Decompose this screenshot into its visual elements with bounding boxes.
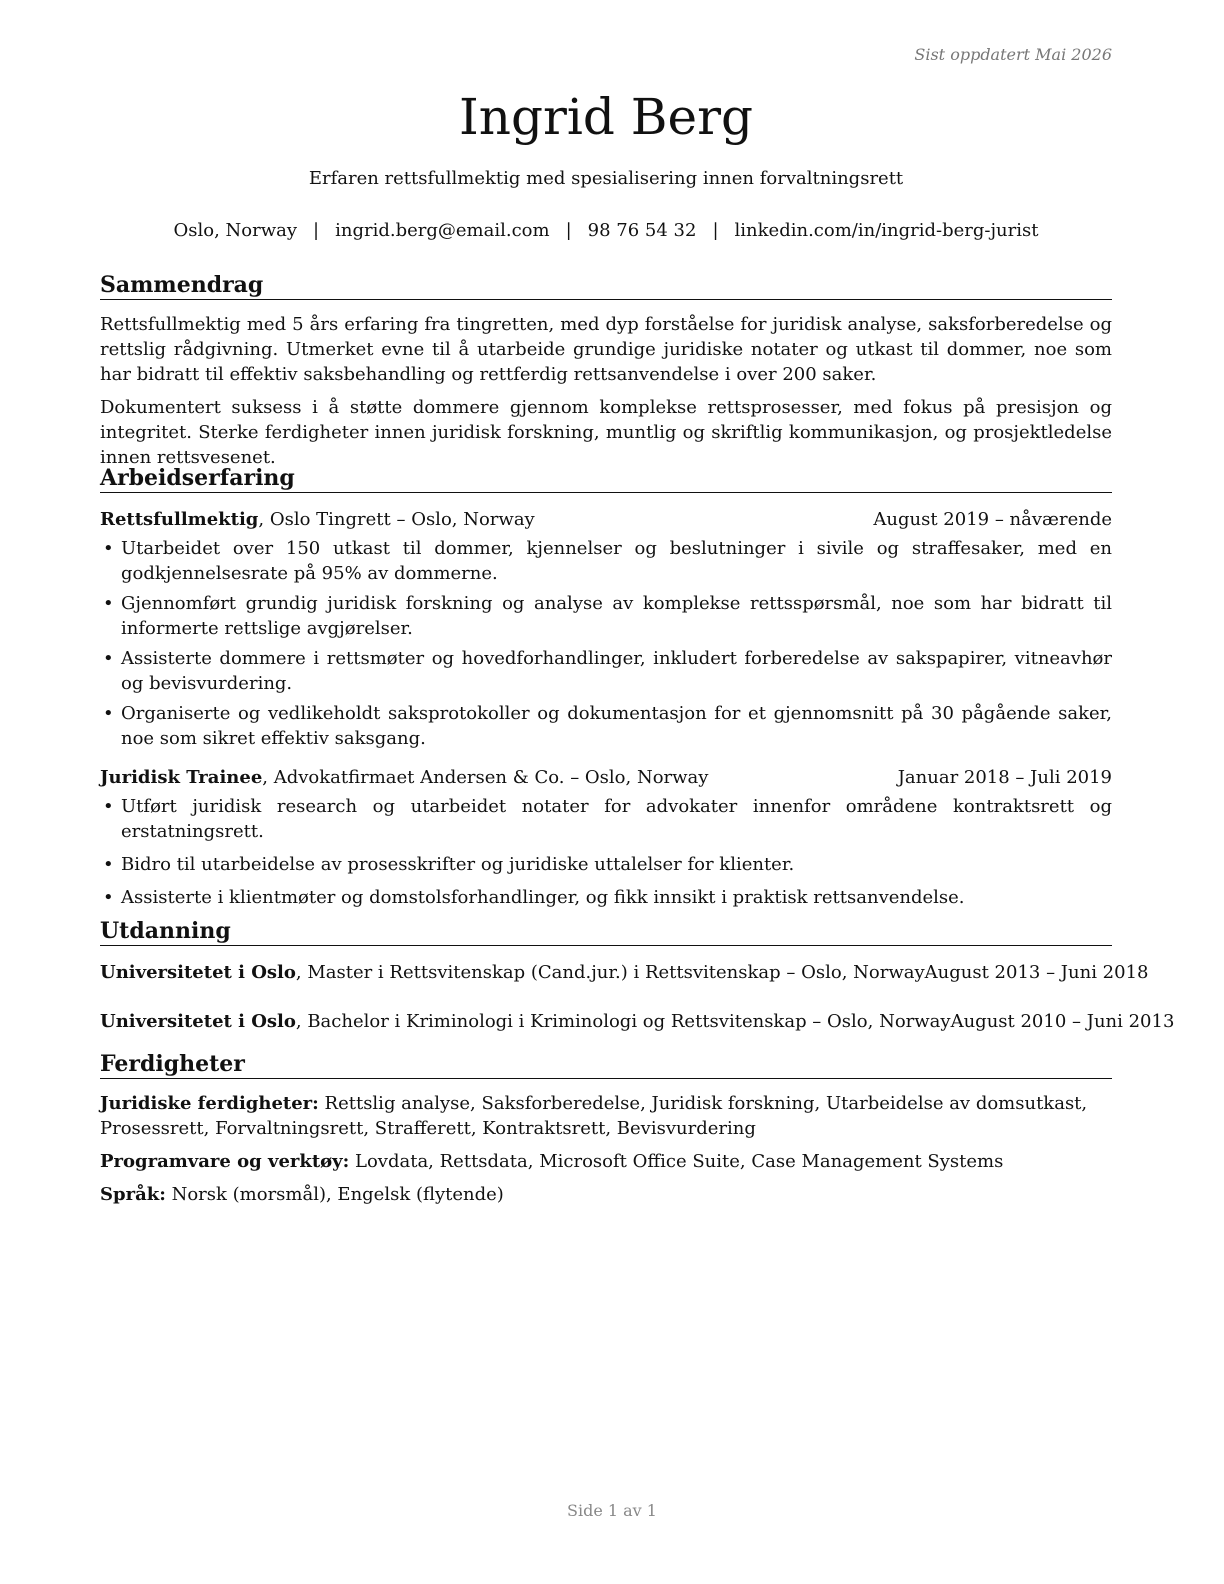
bullet-text: Assisterte dommere i rettsmøter og hovedforhandlinger, inkludert forberedelse av sakspapirer, vitneavhør og bevisvurdering. [121, 648, 1112, 694]
section-heading: Utdanning [100, 917, 1112, 946]
experience-section [100, 464, 1112, 915]
summary-section [100, 271, 1112, 470]
education-degree-line [100, 1009, 951, 1034]
contact-separator: | [313, 220, 320, 241]
list-item [100, 852, 1112, 877]
contact-email[interactable]: ingrid.berg@email.com [335, 220, 550, 241]
skill-value: Lovdata, Rettsdata, Microsoft Office Suite, Case Management Systems [349, 1151, 1004, 1172]
contact-linkedin[interactable]: linkedin.com/in/ingrid-berg-jurist [734, 220, 1039, 241]
education-school: Universitetet i Oslo [100, 962, 296, 983]
list-item [100, 885, 1112, 910]
contact-phone: 98 76 54 32 [587, 220, 697, 241]
education-degree-line [100, 960, 925, 985]
skill-value: Rettslig analyse, Saksforberedelse, Juridisk forskning, Utarbeidelse av domsutkast, Prosessrett, Forvaltningsrett, Strafferett, Kontraktsrett, Bevisvurdering [100, 1093, 1088, 1139]
education-degree: , Master i Rettsvitenskap (Cand.jur.) i Rettsvitenskap – Oslo, Norway [295, 962, 925, 983]
education-dates: August 2013 – Juni 2018 [924, 962, 1149, 983]
job-entry [100, 765, 1112, 910]
bullet-icon: • [103, 538, 114, 559]
list-item [100, 701, 1112, 751]
job-employer: , Oslo Tingrett – Oslo, Norway [258, 509, 535, 530]
section-heading: Ferdigheter [100, 1050, 1112, 1079]
job-title-line [100, 507, 535, 532]
contact-separator: | [712, 220, 719, 241]
job-title: Rettsfullmektig [100, 509, 259, 530]
job-employer: , Advokatfirmaet Andersen & Co. – Oslo, Norway [262, 767, 709, 788]
section-heading: Sammendrag [100, 271, 1112, 300]
bullet-text: Assisterte i klientmøter og domstolsforhandlinger, og fikk innsikt i praktisk rettsanvendelse. [121, 887, 965, 908]
skill-label: Juridiske ferdigheter: [100, 1093, 319, 1114]
bullet-icon: • [103, 593, 114, 614]
bullet-icon: • [103, 887, 114, 908]
skill-value: Norsk (morsmål), Engelsk (flytende) [165, 1184, 504, 1205]
contact-separator: | [565, 220, 572, 241]
list-item [100, 646, 1112, 696]
education-entry [100, 960, 1149, 985]
skill-label: Språk: [100, 1184, 166, 1205]
education-dates: August 2010 – Juni 2013 [950, 1011, 1175, 1032]
education-school: Universitetet i Oslo [100, 1011, 296, 1032]
summary-paragraph: Dokumentert suksess i å støtte dommere gjennom komplekse rettsprosesser, med fokus på presisjon og integritet. Sterke ferdigheter innen juridisk forskning, muntlig og skriftlig kommunikasjon, og prosjektledelse innen rettsvesenet. [100, 397, 1112, 468]
bullet-text: Utført juridisk research og utarbeidet notater for advokater innenfor områdene kontraktsrett og erstatningsrett. [121, 796, 1112, 842]
bullet-icon: • [103, 854, 114, 875]
skills-section [100, 1050, 1112, 1207]
skill-group [100, 1091, 1112, 1141]
bullet-icon: • [103, 703, 114, 724]
skill-label: Programvare og verktøy: [100, 1151, 350, 1172]
list-item [100, 591, 1112, 641]
bullet-text: Gjennomført grundig juridisk forskning og analyse av komplekse rettsspørsmål, noe som har bidratt til informerte rettslige avgjørelser. [121, 593, 1112, 639]
bullet-icon: • [103, 796, 114, 817]
education-section [100, 917, 1175, 1034]
job-bullets [100, 536, 1112, 751]
list-item [100, 536, 1112, 586]
job-entry [100, 507, 1112, 751]
job-bullets [100, 794, 1112, 910]
bullet-icon: • [103, 648, 114, 669]
job-dates: Januar 2018 – Juli 2019 [897, 767, 1112, 788]
last-updated: Sist oppdatert Mai 2026 [914, 45, 1112, 64]
list-item [100, 794, 1112, 844]
skill-group [100, 1182, 1112, 1207]
job-header [100, 507, 1112, 532]
job-header [100, 765, 1112, 790]
bullet-text: Bidro til utarbeidelse av prosesskrifter og juridiske uttalelser for klienter. [121, 854, 795, 875]
contact-location: Oslo, Norway [173, 220, 298, 241]
candidate-name: Ingrid Berg [459, 88, 753, 146]
resume-page [100, 0, 1175, 1584]
education-entry [100, 1009, 1175, 1034]
job-title: Juridisk Trainee [100, 767, 263, 788]
bullet-text: Organiserte og vedlikeholdt saksprotokoller og dokumentasjon for et gjennomsnitt på 30 pågående saker, noe som sikret effektiv saksgang. [121, 703, 1112, 749]
summary-paragraph: Rettsfullmektig med 5 års erfaring fra tingretten, med dyp forståelse for juridisk analyse, saksforberedelse og rettslig rådgivning. Utmerket evne til å utarbeide grundige juridiske notater og utkast til dommer, noe som har bidratt til effektiv saksbehandling og rettferdig rettsanvendelse i over 200 saker. [100, 314, 1112, 385]
page-number: Side 1 av 1 [567, 1501, 657, 1520]
tagline: Erfaren rettsfullmektig med spesialisering innen forvaltningsrett [308, 168, 904, 189]
skill-group [100, 1149, 1112, 1174]
job-dates: August 2019 – nåværende [873, 509, 1112, 530]
contact-line [100, 219, 1112, 243]
section-heading: Arbeidserfaring [100, 464, 1112, 493]
bullet-text: Utarbeidet over 150 utkast til dommer, kjennelser og beslutninger i sivile og straffesaker, med en godkjennelsesrate på 95% av dommerne. [121, 538, 1112, 584]
job-title-line [100, 765, 708, 790]
education-degree: , Bachelor i Kriminologi i Kriminologi og Rettsvitenskap – Oslo, Norway [295, 1011, 951, 1032]
